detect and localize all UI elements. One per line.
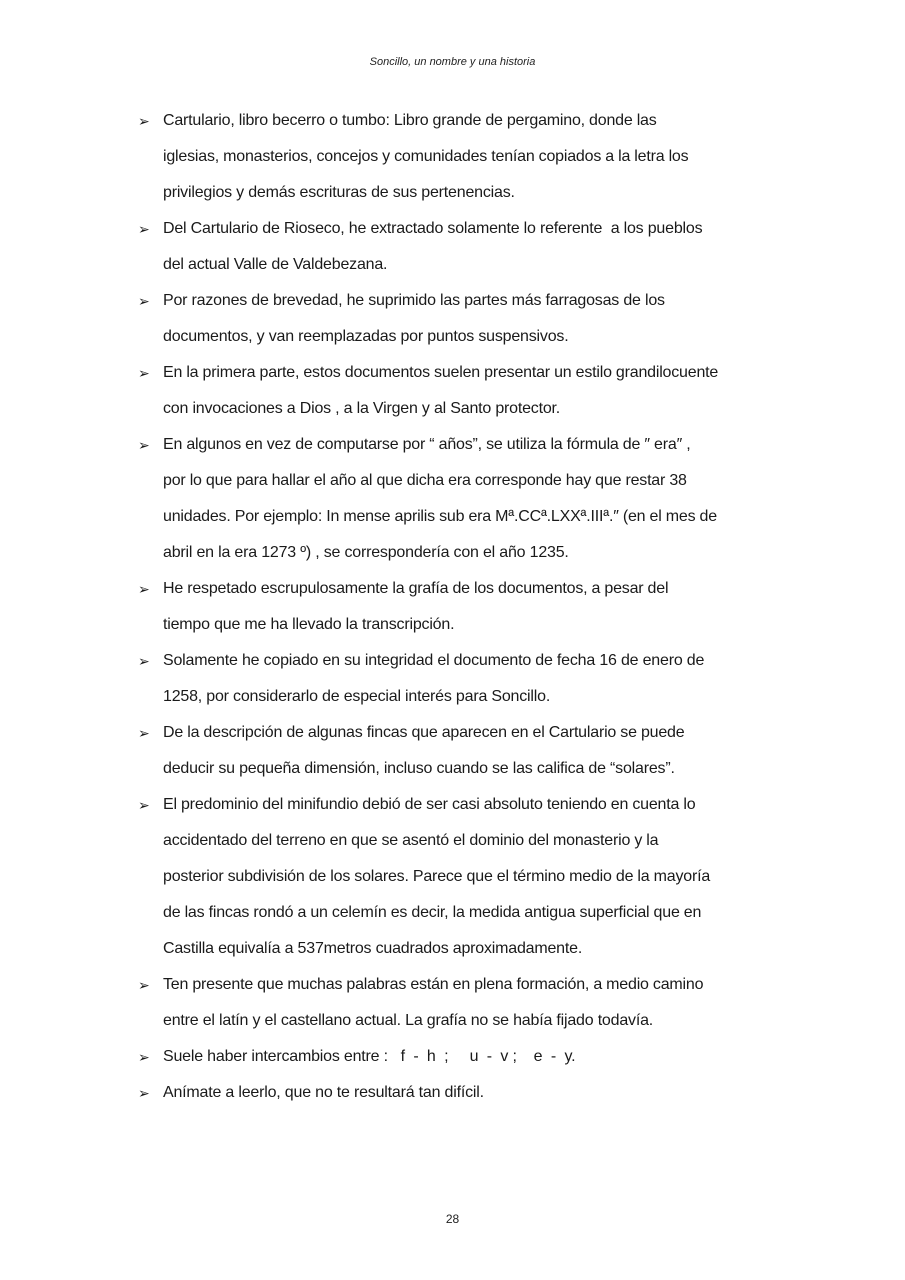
bullet-list — [138, 103, 798, 1111]
text-line: El predominio del minifundio debió de ser casi absoluto teniendo en cuenta lo — [163, 796, 696, 813]
text-line: Ten presente que muchas palabras están en plena formación, a medio camino — [163, 976, 704, 993]
arrowhead-bullet-icon: ➢ — [138, 1049, 150, 1065]
arrowhead-bullet-icon: ➢ — [138, 581, 150, 597]
text-line: 1258, por considerarlo de especial interés para Soncillo. — [163, 688, 551, 705]
text-line: En algunos en vez de computarse por “ años”, se utiliza la fórmula de ″ era″ , — [163, 436, 691, 453]
list-item — [138, 787, 798, 967]
list-item — [138, 1075, 798, 1111]
text-line: He respetado escrupulosamente la grafía de los documentos, a pesar del — [163, 580, 669, 597]
list-item — [138, 103, 798, 211]
text-line: De la descripción de algunas fincas que aparecen en el Cartulario se puede — [163, 724, 685, 741]
text-line: Cartulario, libro becerro o tumbo: Libro grande de pergamino, donde las — [163, 112, 657, 129]
text-line: Anímate a leerlo, que no te resultará tan difícil. — [163, 1084, 484, 1101]
text-line: En la primera parte, estos documentos suelen presentar un estilo grandilocuente — [163, 364, 719, 381]
text-line: deducir su pequeña dimensión, incluso cuando se las califica de “solares”. — [163, 760, 675, 777]
text-line: posterior subdivisión de los solares. Parece que el término medio de la mayoría — [163, 868, 711, 885]
arrowhead-bullet-icon: ➢ — [138, 113, 150, 129]
list-item — [138, 643, 798, 715]
text-line: Castilla equivalía a 537metros cuadrados aproximadamente. — [163, 940, 583, 957]
arrowhead-bullet-icon: ➢ — [138, 437, 150, 453]
text-line: con invocaciones a Dios , a la Virgen y al Santo protector. — [163, 400, 561, 417]
arrowhead-bullet-icon: ➢ — [138, 1085, 150, 1101]
list-item — [138, 211, 798, 283]
text-line: documentos, y van reemplazadas por puntos suspensivos. — [163, 328, 569, 345]
page-number: 28 — [445, 1212, 460, 1226]
list-item — [138, 967, 798, 1039]
text-line: abril en la era 1273 º) , se correspondería con el año 1235. — [163, 544, 569, 561]
arrowhead-bullet-icon: ➢ — [138, 725, 150, 741]
arrowhead-bullet-icon: ➢ — [138, 293, 150, 309]
running-header: Soncillo, un nombre y una historia — [369, 56, 536, 68]
list-item — [138, 355, 798, 427]
text-line: Suele haber intercambios entre : f - h ; u - v ; e - y. — [163, 1048, 576, 1065]
text-line: privilegios y demás escrituras de sus pertenencias. — [163, 184, 515, 201]
text-line: de las fincas rondó a un celemín es decir, la medida antigua superficial que en — [163, 904, 702, 921]
text-line: accidentado del terreno en que se asentó el dominio del monasterio y la — [163, 832, 659, 849]
text-line: tiempo que me ha llevado la transcripción. — [163, 616, 455, 633]
text-line: Del Cartulario de Rioseco, he extractado solamente lo referente a los pueblos — [163, 220, 703, 237]
arrowhead-bullet-icon: ➢ — [138, 365, 150, 381]
list-item — [138, 715, 798, 787]
list-item — [138, 571, 798, 643]
list-item — [138, 427, 798, 571]
arrowhead-bullet-icon: ➢ — [138, 977, 150, 993]
arrowhead-bullet-icon: ➢ — [138, 221, 150, 237]
list-item — [138, 1039, 798, 1075]
text-line: Por razones de brevedad, he suprimido las partes más farragosas de los — [163, 292, 665, 309]
text-line: entre el latín y el castellano actual. La grafía no se había fijado todavía. — [163, 1012, 654, 1029]
text-line: unidades. Por ejemplo: In mense aprilis sub era Mª.CCª.LXXª.IIIª.″ (en el mes de — [163, 508, 717, 525]
arrowhead-bullet-icon: ➢ — [138, 653, 150, 669]
list-item — [138, 283, 798, 355]
text-line: Solamente he copiado en su integridad el documento de fecha 16 de enero de — [163, 652, 705, 669]
text-line: por lo que para hallar el año al que dicha era corresponde hay que restar 38 — [163, 472, 687, 489]
text-line: del actual Valle de Valdebezana. — [163, 256, 388, 273]
arrowhead-bullet-icon: ➢ — [138, 797, 150, 813]
text-line: iglesias, monasterios, concejos y comunidades tenían copiados a la letra los — [163, 148, 689, 165]
